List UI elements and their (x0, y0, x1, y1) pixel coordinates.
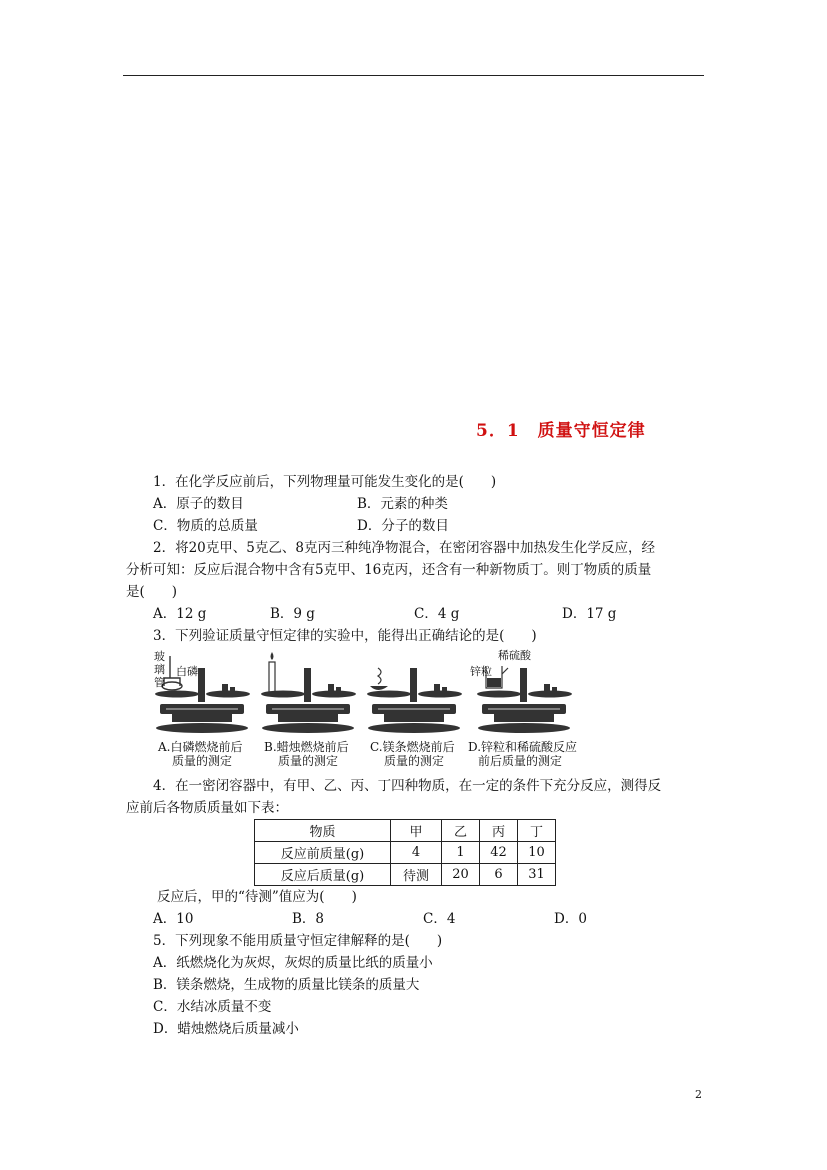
scale-c-drawing (362, 648, 466, 740)
caption-d: D.锌粒和稀硫酸反应 前后质量的测定 (468, 740, 578, 768)
table-cell: 20 (442, 864, 480, 886)
table-header-cell: 乙 (442, 820, 480, 842)
label-zinc-granules: 锌粒 (470, 665, 492, 678)
balance-experiments-figure (150, 648, 590, 766)
q2-stem-line-2: 分析可知：反应后混合物中含有5克甲、16克丙，还含有一种新物质丁。则丁物质的质量 (126, 562, 652, 578)
q4-option-a: A．10 (153, 911, 194, 927)
q2-option-c: C．4 g (414, 606, 460, 622)
label-white-phosphorus: 白磷 (176, 665, 198, 678)
scale-a (150, 648, 254, 766)
section-title: 5．1 质量守恒定律 (476, 421, 646, 441)
table-cell: 10 (518, 842, 556, 864)
table-cell: 6 (480, 864, 518, 886)
table-cell: 42 (480, 842, 518, 864)
table-row (255, 864, 556, 886)
label-dilute-sulfuric-acid: 稀硫酸 (498, 649, 531, 662)
q1-option-d: D．分子的数目 (357, 518, 449, 534)
table-cell: 反应前质量(g) (255, 842, 391, 864)
caption-c: C.镁条燃烧前后 质量的测定 (370, 740, 455, 768)
q4-option-c: C．4 (423, 911, 456, 927)
q1-stem: 1．在化学反应前后，下列物理量可能发生变化的是( ) (153, 474, 497, 490)
q1-option-b: B．元素的种类 (357, 496, 448, 512)
q4-option-d: D．0 (554, 911, 587, 927)
q3-stem: 3．下列验证质量守恒定律的实验中，能得出正确结论的是( ) (153, 628, 537, 644)
q1-option-c: C．物质的总质量 (153, 518, 258, 534)
page-number: 2 (695, 1088, 702, 1101)
q5-stem: 5．下列现象不能用质量守恒定律解释的是( ) (153, 933, 443, 949)
q4-after-table: 反应后，甲的“待测”值应为( ) (157, 889, 357, 905)
q1-option-a: A．原子的数目 (153, 496, 244, 512)
caption-b: B.蜡烛燃烧前后 质量的测定 (264, 740, 349, 768)
table-header-cell: 丁 (518, 820, 556, 842)
q5-option-a: A．纸燃烧化为灰烬，灰烬的质量比纸的质量小 (153, 955, 433, 971)
table-cell: 31 (518, 864, 556, 886)
table-header-cell: 丙 (480, 820, 518, 842)
scale-a-drawing (150, 648, 254, 740)
table-row (255, 842, 556, 864)
table-cell: 1 (442, 842, 480, 864)
scale-c (362, 648, 466, 766)
mass-table (254, 819, 556, 886)
scale-b (256, 648, 360, 766)
label-glass-tube: 玻 璃 管 (154, 650, 165, 689)
caption-a: A.白磷燃烧前后 质量的测定 (158, 740, 243, 768)
table-cell: 待测 (391, 864, 442, 886)
q5-option-c: C．水结冰质量不变 (153, 999, 272, 1015)
scale-b-drawing (256, 648, 360, 740)
q2-stem-line-1: 2．将20克甲、5克乙、8克丙三种纯净物混合，在密闭容器中加热发生化学反应，经 (153, 540, 655, 556)
q2-option-b: B．9 g (270, 606, 315, 622)
q4-stem-line-2: 应前后各物质质量如下表： (126, 800, 288, 816)
table-header-cell: 甲 (391, 820, 442, 842)
q5-option-d: D．蜡烛燃烧后质量减小 (153, 1021, 299, 1037)
q2-option-a: A．12 g (153, 606, 207, 622)
header-rule (123, 75, 704, 76)
q4-stem-line-1: 4．在一密闭容器中，有甲、乙、丙、丁四种物质，在一定的条件下充分反应，测得反 (153, 778, 662, 794)
q2-stem-line-3: 是( ) (126, 584, 178, 600)
table-cell: 4 (391, 842, 442, 864)
table-header-row (255, 820, 556, 842)
q2-option-d: D．17 g (562, 606, 617, 622)
q5-option-b: B．镁条燃烧，生成物的质量比镁条的质量大 (153, 977, 420, 993)
table-cell: 反应后质量(g) (255, 864, 391, 886)
table-header-cell: 物质 (255, 820, 391, 842)
q4-option-b: B．8 (292, 911, 325, 927)
scale-d (468, 648, 590, 766)
